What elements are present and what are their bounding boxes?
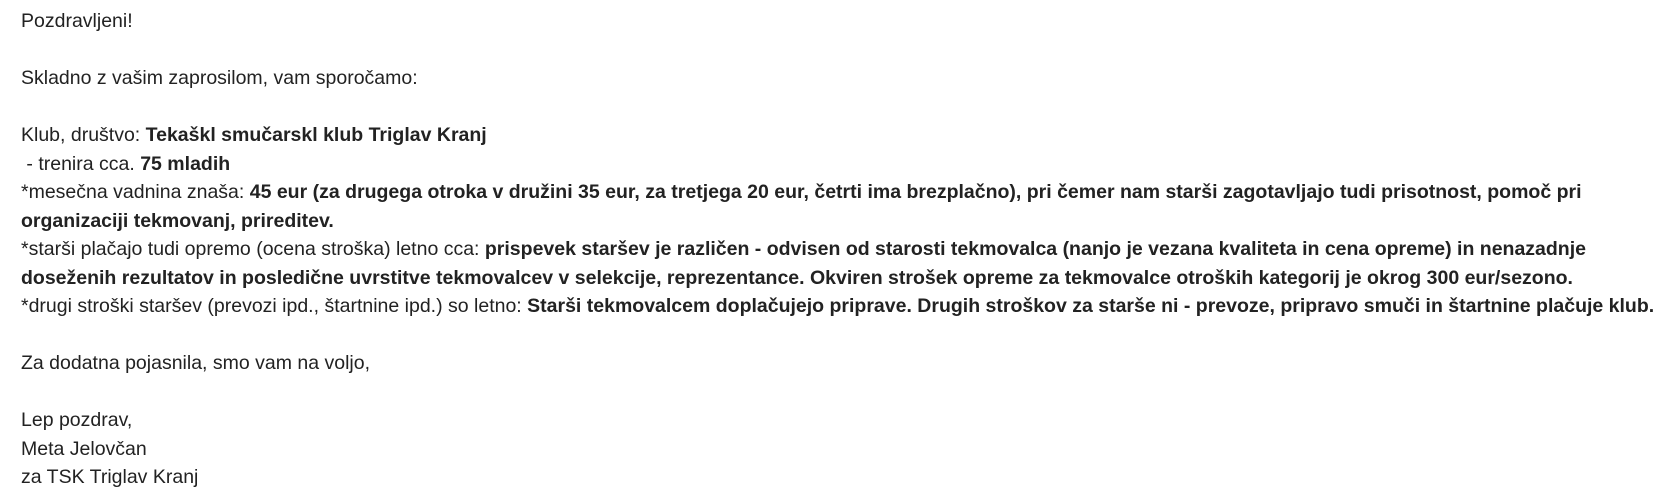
text-line: [21, 64, 1649, 93]
text-line: [21, 349, 1649, 378]
text-line: [21, 235, 1649, 264]
text-line: [21, 7, 1649, 36]
text-line: [21, 406, 1649, 435]
paragraph-4: [21, 406, 1649, 492]
text-segment: Lep pozdrav,: [21, 409, 133, 431]
text-line: [21, 150, 1649, 179]
text-line: [21, 292, 1655, 321]
bold-text-segment: Starši tekmovalcem doplačujejo priprave. Drugih stroškov za starše ni - prevoze, pripravo smuči in štartnine plačuje klub.: [527, 295, 1655, 317]
text-segment: Pozdravljeni!: [21, 10, 133, 32]
bold-text-segment: prispevek staršev je različen - odvisen od starosti tekmovalca (nanjo je vezana kvaliteta in cena opreme) in nenazadnje: [484, 238, 1586, 260]
bold-text-segment: doseženih rezultatov in posledične uvrstitve tekmovalcev v selekcije, reprezentance. Okviren strošek opreme za tekmovalce otroških kategorij je okrog 300 eur/sezono.: [21, 266, 1573, 289]
text-segment: za TSK Triglav Kranj: [21, 466, 199, 488]
paragraph-1: [21, 64, 1649, 93]
text-segment: *mesečna vadnina znaša:: [21, 181, 250, 203]
bold-text-segment: 75 mladih: [140, 152, 231, 175]
text-line: [21, 178, 1649, 207]
text-line: [21, 207, 1649, 236]
text-line: [21, 435, 1649, 464]
text-segment: Meta Jelovčan: [21, 437, 147, 460]
paragraph-3: [21, 349, 1649, 378]
text-segment: *starši plačajo tudi opremo (ocena stroška) letno cca:: [21, 238, 485, 260]
bold-text-segment: Tekaškl smučarskl klub Triglav Kranj: [145, 124, 487, 146]
paragraph-2: [21, 121, 1655, 321]
bold-text-segment: 45 eur (za drugega otroka v družini 35 eur, za tretjega 20 eur, četrti ima brezplačno), pri čemer nam starši zagotavljajo tudi prisotnost, pomoč pri: [249, 181, 1582, 203]
paragraph-0: [21, 7, 1649, 36]
text-segment: Klub, društvo:: [21, 124, 146, 146]
text-line: [21, 463, 1649, 492]
bold-text-segment: organizaciji tekmovanj, prireditev.: [21, 209, 334, 232]
text-segment: - trenira cca.: [21, 152, 141, 175]
text-line: [21, 264, 1649, 293]
text-segment: Za dodatna pojasnila, smo vam na voljo,: [21, 352, 371, 374]
text-segment: *drugi stroški staršev (prevozi ipd., štartnine ipd.) so letno:: [21, 295, 528, 317]
text-segment: Skladno z vašim zaprosilom, vam sporočamo:: [21, 67, 418, 89]
text-line: [21, 121, 1649, 150]
